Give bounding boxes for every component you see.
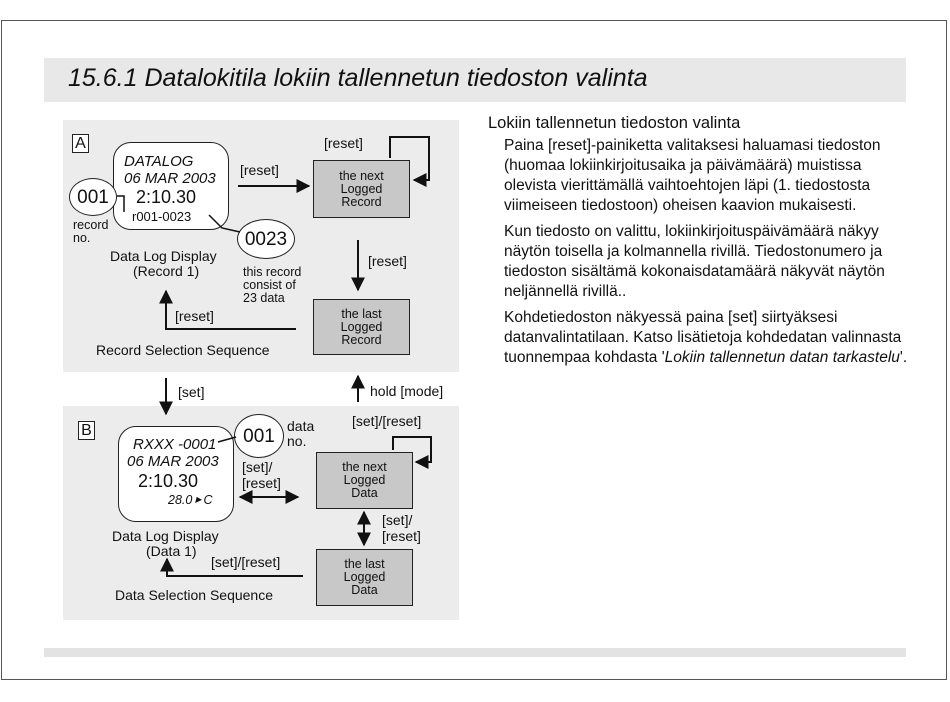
lcd-a-line2: 06 MAR 2003 xyxy=(124,170,216,187)
box-last-data-line3: Data xyxy=(351,583,378,597)
set-reset-loop-label: [set]/[reset] xyxy=(352,413,422,429)
description-paragraph-3 xyxy=(504,308,908,368)
lcd-b-line3: 2:10.30 xyxy=(138,471,199,491)
lcd-a-line3: 2:10.30 xyxy=(136,187,197,207)
set-label: [set] xyxy=(178,384,205,400)
page-title: 15.6.1 Datalokitila lokiin tallennetun tiedoston valinta xyxy=(68,64,648,92)
set-reset-between-line1: [set]/ xyxy=(382,512,413,528)
lcd-a-line4: r001-0023 xyxy=(132,209,192,224)
lcd-b-temperature-unit: C xyxy=(203,493,213,507)
data-label-line1: data xyxy=(287,418,315,434)
reset-loop-label: [reset] xyxy=(324,135,363,151)
lcd-b-line1: RXXX -0001 xyxy=(133,436,217,453)
box-last-data-line1: the last xyxy=(344,557,385,571)
diagram-b-letter: B xyxy=(78,421,95,440)
box-last-data-line2: Logged xyxy=(343,570,386,584)
set-reset-right-line2: [reset] xyxy=(242,475,281,491)
data-count-circle: 0023 xyxy=(237,219,295,259)
display-a-caption-line1: Data Log Display xyxy=(110,248,217,264)
data-number-circle: 001 xyxy=(234,414,284,458)
box-next-data-line1: the next xyxy=(342,460,387,474)
data-note-line3: 23 data xyxy=(243,291,285,305)
set-reset-between-line2: [reset] xyxy=(382,528,421,544)
lcd-b-line2: 06 MAR 2003 xyxy=(127,453,219,470)
arrow-a-loop xyxy=(390,137,429,180)
data-sequence-caption: Data Selection Sequence xyxy=(115,587,273,603)
data-note-line2: consist of xyxy=(243,278,296,292)
data-label-line2: no. xyxy=(287,433,307,449)
description-heading: Lokiin tallennetun tiedoston valinta xyxy=(488,114,741,132)
set-reset-right-line1: [set]/ xyxy=(242,459,273,475)
connector-data-circle xyxy=(209,215,240,232)
box-next-record-line2: Logged xyxy=(340,182,383,196)
description-paragraph-1: Paina [reset]-painiketta valitaksesi haluamasi tiedoston (huomaa lokiinkirjoitusaika ja päivämäärä) muistissa olevista vierittämällä vaihtoehtojen läpi (1. tiedostosta viimeiseen tiedostoon) oheisen kaavion mukaisesti. xyxy=(504,137,881,214)
paragraph-3-end: '. xyxy=(899,349,908,366)
record-label-line1: record xyxy=(73,218,109,232)
lcd-a-line1: DATALOG xyxy=(124,153,194,170)
record-sequence-caption: Record Selection Sequence xyxy=(96,342,270,358)
data-note-line1: this record xyxy=(243,265,302,279)
display-b-caption-line2: (Data 1) xyxy=(146,543,197,559)
description-column xyxy=(488,114,908,374)
reset-down-label: [reset] xyxy=(368,253,407,269)
connector-record-circle xyxy=(117,196,124,212)
box-last-record-line1: the last xyxy=(341,307,382,321)
diagram-a-letter: A xyxy=(72,134,89,153)
paragraph-3-start: Kohdetiedoston näkyessä paina [set] siirtyäksesi datanvalintatilaan. Katso lisätietoja kohdedatan valinnasta tuonnempaa kohdasta ' xyxy=(504,309,902,366)
box-next-data-line2: Logged xyxy=(343,473,386,487)
arrow-a-back xyxy=(166,291,296,329)
record-number-circle: 001 xyxy=(69,178,117,216)
paragraph-3-reference: Lokiin tallennetun datan tarkastelu xyxy=(664,349,900,366)
connector-data-number-circle xyxy=(218,437,236,442)
temperature-marker-icon: ▶ xyxy=(195,495,202,504)
reset-right-label: [reset] xyxy=(240,162,279,178)
arrow-b-loop xyxy=(393,437,431,462)
box-next-record-line1: the next xyxy=(339,169,384,183)
box-last-record-line3: Record xyxy=(341,333,382,347)
set-reset-back-label: [set]/[reset] xyxy=(211,554,281,570)
box-next-data-line3: Data xyxy=(351,486,378,500)
box-next-record-line3: Record xyxy=(341,195,382,209)
record-label-line2: no. xyxy=(73,231,91,245)
reset-back-label: [reset] xyxy=(175,308,214,324)
description-paragraph-2: Kun tiedosto on valittu, lokiinkirjoituspäivämäärä näkyy näytön toisella ja kolmannella rivillä. Tiedostonumero ja tiedoston sisältämä kokonaisdatamäärä näkyvät näytön neljännellä rivillä.. xyxy=(504,223,885,300)
lcd-b-temperature: 28.0 xyxy=(168,493,193,507)
display-b-caption-line1: Data Log Display xyxy=(112,528,219,544)
display-a-caption-line2: (Record 1) xyxy=(133,263,200,279)
hold-mode-label: hold [mode] xyxy=(370,383,444,399)
footer-band xyxy=(44,648,906,657)
box-last-record-line2: Logged xyxy=(340,320,383,334)
arrow-b-back xyxy=(167,559,303,576)
